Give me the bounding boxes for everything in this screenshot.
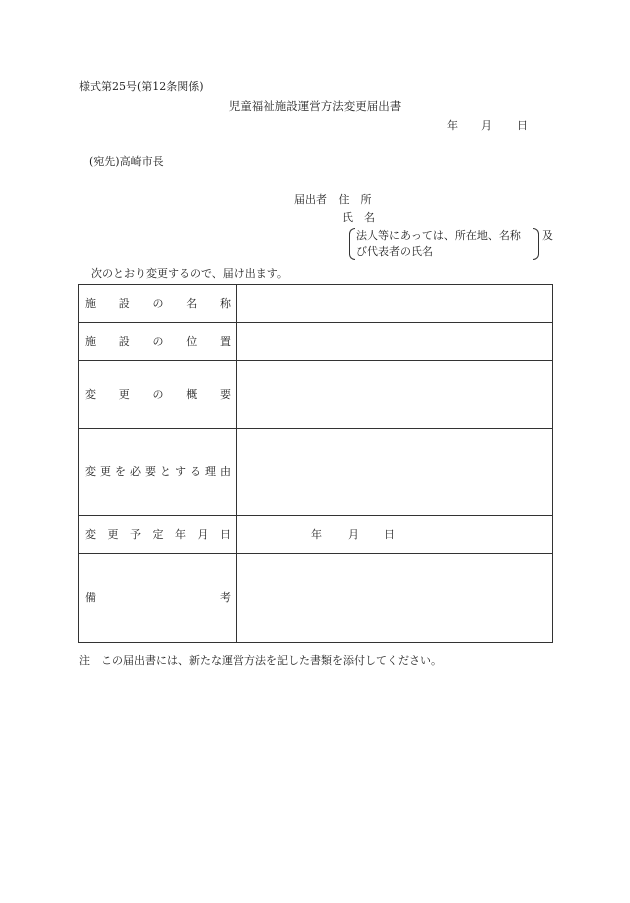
notifier-label: 届出者	[294, 193, 327, 206]
notifier-name-label[interactable]: 氏 名	[342, 211, 375, 224]
change-date-day: 日	[384, 527, 395, 541]
change-date-field[interactable]	[237, 516, 553, 554]
table-row	[79, 554, 553, 643]
addressee: (宛先)高崎市長	[89, 155, 164, 168]
change-summary-field[interactable]	[237, 361, 553, 429]
change-summary-label: 変 更 の 概 要	[79, 361, 237, 429]
table-row	[79, 516, 553, 554]
form-number: 様式第25号(第12条関係)	[79, 80, 204, 93]
facility-location-label: 施 設 の 位 置	[79, 323, 237, 361]
table-row	[79, 361, 553, 429]
change-details-table	[78, 284, 553, 643]
change-date-year: 年	[311, 527, 322, 541]
intro-text: 次のとおり変更するので、届け出ます。	[91, 267, 288, 280]
change-date-month: 月	[348, 527, 359, 541]
page-title: 児童福祉施設運営方法変更届出書	[228, 99, 402, 113]
notifier-address-row[interactable]	[294, 193, 372, 207]
note-line-1: 法人等にあっては、所在地、名称	[356, 229, 521, 242]
table-row	[79, 323, 553, 361]
change-reason-label: 変 更 を 必 要 と す る 理 由	[79, 429, 237, 516]
date-day: 日	[517, 119, 528, 132]
footnote: 注 この届出書には、新たな運営方法を記した書類を添付してください。	[79, 654, 442, 667]
remarks-label: 備 考	[79, 554, 237, 643]
right-bracket	[533, 228, 539, 260]
note-line-2: び代表者の氏名	[356, 245, 433, 258]
table-row	[79, 285, 553, 323]
address-label: 住 所	[338, 193, 372, 206]
facility-location-field[interactable]	[237, 323, 553, 361]
facility-name-label: 施 設 の 名 称	[79, 285, 237, 323]
remarks-field[interactable]	[237, 554, 553, 643]
table-row	[79, 429, 553, 516]
change-date-label: 変 更 予 定 年 月 日	[79, 516, 237, 554]
left-bracket	[349, 228, 355, 260]
facility-name-field[interactable]	[237, 285, 553, 323]
change-reason-field[interactable]	[237, 429, 553, 516]
date-year: 年	[447, 119, 458, 132]
submission-date[interactable]	[447, 119, 528, 133]
date-month: 月	[481, 119, 492, 132]
note-line-1-end: 及	[542, 229, 553, 242]
corporation-note	[349, 227, 553, 260]
